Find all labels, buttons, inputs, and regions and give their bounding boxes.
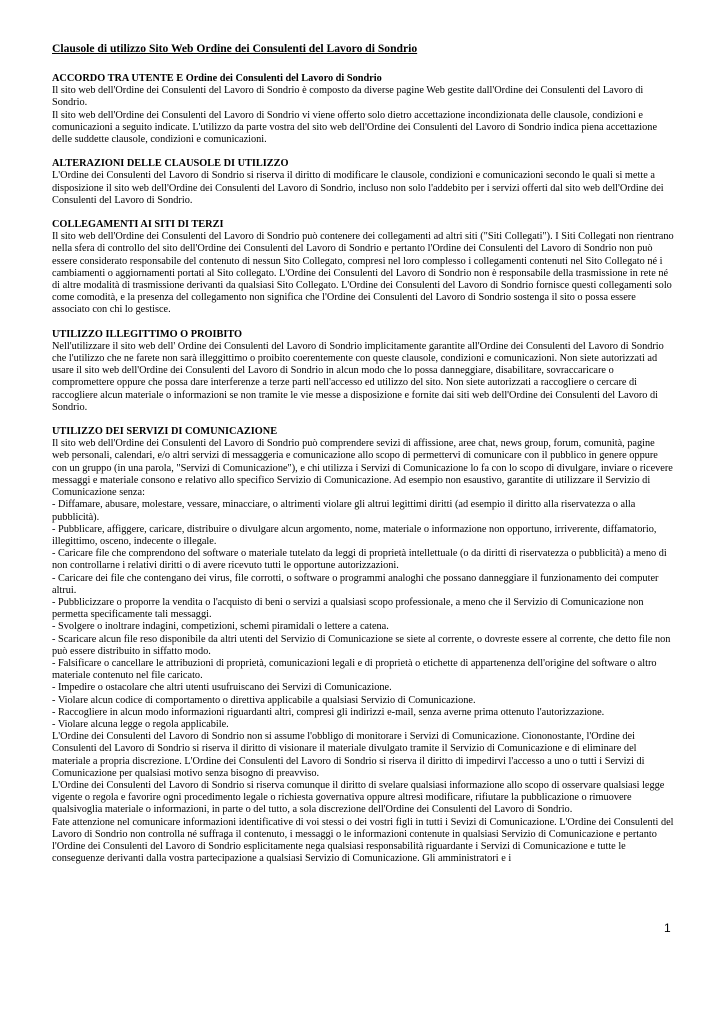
section-collegamenti (52, 219, 674, 317)
list-item: - Pubblicizzare o proporre la vendita o l'acquisto di beni o servizi a qualsiasi scopo professionale, a meno che il Servizio di Comunicazione non permetta specificamente tali messaggi. (52, 596, 644, 621)
section-heading: COLLEGAMENTI AI SITI DI TERZI (52, 219, 224, 231)
paragraph: Il sito web dell'Ordine dei Consulenti del Lavoro di Sondrio può comprendere sevizi di affissione, aree chat, news group, forum, comunità, pagine web personali, calendari, e/o altri servizi di messaggeria e comunicazione allo scopo di permettervi di comunicare con il pubblico in genere oppure con un gruppo (in una parola, "Servizi di Comunicazione"), e chi utilizza i Servizi di Comunicazione lo fa con lo scopo di divulgare, inviare o ricevere messaggi e materiale consono e relativo allo specifico Servizio di Comunicazione. Ad esempio non esaustivo, garantite di utilizzare il Servizio di Comunicazione senza: (52, 438, 673, 499)
section-alterazioni (52, 158, 674, 207)
paragraph: Nell'utilizzare il sito web dell' Ordine dei Consulenti del Lavoro di Sondrio implicitamente garantite all'Ordine dei Consulenti del Lavoro di Sondrio che l'utilizzo che ne farete non sarà illeggittimo o proibito coerentemente con queste clausole, condizioni e comunicazioni. Non siete autorizzati ad usare il sito web dell'Ordine dei Consulenti del Lavoro di Sondrio in alcun modo che lo possa danneggiare, disabilitare, sovraccaricare o compromettere oppure che possa dare interferenze a terze parti nell'accesso ed utilizzo del sito. Non siete autorizzati a raccogliere o cercare di raccogliere alcun materiale o informazioni se non tramite le vie messe a disposizione e fornite dai siti web dell'Ordine dei Consulenti del Lavoro di Sondrio. (52, 340, 664, 413)
section-heading: ACCORDO TRA UTENTE E Ordine dei Consulenti del Lavoro di Sondrio (52, 73, 382, 84)
list-item: - Impedire o ostacolare che altri utenti usufruiscano dei Servizi di Comunicazione. (52, 682, 392, 694)
section-utilizzo-illegittimo (52, 329, 674, 414)
list-item: - Pubblicare, affiggere, caricare, distribuire o divulgare alcun argomento, nome, materiale o informazione non opportuno, irriverente, diffamatorio, illegittimo, osceno, indecente o illegale. (52, 523, 657, 547)
section-servizi-comunicazione (52, 426, 674, 865)
list-item: - Violare alcuna legge o regola applicabile. (52, 718, 229, 730)
list-item: - Falsificare o cancellare le attribuzioni di proprietà, comunicazioni legali e di proprietà o etichette di appartenenza dell'origine del software o altro materiale contenuto nel file caricato. (52, 657, 657, 682)
paragraph: Il sito web dell'Ordine dei Consulenti del Lavoro di Sondrio vi viene offerto solo dietro accettazione incondizionata delle clausole, condizioni e comunicazioni a seguito indicate. L'utilizzo da parte vostra del sito web dell'Ordine dei Consulenti del Lavoro di Sondrio indica piena accettazione delle suddette clausole, condizioni e comunicazioni. (52, 109, 658, 146)
list-item: - Caricare file che comprendono del software o materiale tutelato da leggi di proprietà intellettuale (o da diritti di riservatezza o pubblicità) a meno di non controllarne i relativi diritti o di avere ricevuto tutti le opportune autorizzazioni. (52, 548, 667, 572)
paragraph: Fate attenzione nel comunicare informazioni identificative di voi stessi o dei vostri figli in tutti i Sevizi di Comunicazione. L'Ordine dei Consulenti del Lavoro di Sondrio non controlla né suffraga il contenuto, i messaggi o le informazioni contenute in qualsiasi Servizio di Comunicazione e pertanto l'Ordine dei Consulenti del Lavoro di Sondrio esplicitamente nega qualsiasi responsabilità riguardante i Servizi di Comunicazione e tutte le conseguenze derivanti dalla vostra partecipazione a qualsiasi Servizio di Comunicazione. Gli amministratori e i (52, 816, 674, 865)
section-heading: UTILIZZO DEI SERVIZI DI COMUNICAZIONE (52, 426, 278, 438)
list-item: - Caricare dei file che contengano dei virus, file corrotti, o software o programmi analoghi che possano danneggiare il funzionamento dei computer altrui. (52, 572, 659, 596)
list-item: - Diffamare, abusare, molestare, vessare, minacciare, o altrimenti violare gli altrui legittimi diritti (ad esempio il diritto alla riservatezza o alla pubblicità). (52, 499, 636, 523)
paragraph: L'Ordine dei Consulenti del Lavoro di Sondrio si riserva comunque il diritto di svelare qualsiasi informazione allo scopo di osservare qualsiasi legge vigente o regola e favorire ogni procedimento legale o richiesta governativa oppure altresì modificare, rifiutare la pubblicazione o rimuovere qualsivoglia materiale o informazioni, in parte o del tutto, a sola discrezione dell'Ordine dei Consulenti del Lavoro di Sondrio. (52, 779, 665, 816)
document-page (52, 42, 674, 877)
section-heading: ALTERAZIONI DELLE CLAUSOLE DI UTILIZZO (52, 158, 289, 170)
section-accordo (52, 73, 674, 146)
document-title: Clausole di utilizzo Sito Web Ordine dei Consulenti del Lavoro di Sondrio (52, 42, 418, 55)
list-item: - Svolgere o inoltrare indagini, competizioni, schemi piramidali o lettere a catena. (52, 621, 389, 633)
list-item: - Raccogliere in alcun modo informazioni riguardanti altri, compresi gli indirizzi e-mail, senza averne prima ottenuto l'autorizzazione. (52, 706, 605, 718)
paragraph: L'Ordine dei Consulenti del Lavoro di Sondrio non si assume l'obbligo di monitorare i Servizi di Comunicazione. Ciononostante, l'Ordine dei Consulenti del Lavoro di Sondrio si riserva il diritto di visionare il materiale divulgato tramite il Servizio di Comunicazione e di eliminare del materiale a propria discrezione. L'Ordine dei Consulenti del Lavoro di Sondrio si riserva il diritto di impedirvi l'accesso a uno o tutti i Servizi di Comunicazione per qualsiasi motivo senza bisogno di preavviso. (52, 731, 645, 779)
paragraph: Il sito web dell'Ordine dei Consulenti del Lavoro di Sondrio è composto da diverse pagine Web gestite dall'Ordine dei Consulenti del Lavoro di Sondrio. (52, 85, 644, 109)
paragraph: Il sito web dell'Ordine dei Consulenti del Lavoro di Sondrio può contenere dei collegamenti ad altri siti ("Siti Collegati"). I Siti Collegati non rientrano nella sfera di controllo del sito dell'Ordine dei Consulenti del Lavoro di Sondrio e pertanto l'Ordine dei Consulenti del Lavoro di Sondrio non può essere considerato responsabile del contenuto di nessun Sito Collegato, compresi nel loro complesso i collegamenti contenuti nel Sito Collegato né i cambiamenti o aggiornamenti portati al Sito collegato. L'Ordine dei Consulenti del Lavoro di Sondrio non è responsabile della trasmissione in rete né di altre modalità di trasmissione derivanti da qualsiasi Sito Collegato. L'Ordine dei Consulenti del Lavoro di Sondrio fornisce questi collegamenti solo come comodità, e la presenza del collegamento non significa che l'Ordine dei Consulenti del Lavoro di Sondrio sostenga il sito o possa essere associato con chi lo gestisce. (52, 231, 674, 316)
list-item: - Violare alcun codice di comportamento o direttiva applicabile a qualsiasi Servizio di Comunicazione. (52, 694, 476, 706)
section-heading: UTILIZZO ILLEGITTIMO O PROIBITO (52, 328, 243, 340)
page-number: 1 (664, 921, 671, 935)
paragraph: L'Ordine dei Consulenti del Lavoro di Sondrio si riserva il diritto di modificare le clausole, condizioni e comunicazioni secondo le quali si mette a disposizione il sito web dell'Ordine dei Consulenti del Lavoro di Sondrio, incluso non solo l'addebito per i servizi offerti dal sito web dell'Ordine dei Consulenti del Lavoro di Sondrio. (52, 170, 664, 206)
list-item: - Scaricare alcun file reso disponibile da altri utenti del Servizio di Comunicazione se siete al corrente, o dovreste essere al corrente, che detto file non può essere distribuito in siffatto modo. (52, 633, 671, 657)
